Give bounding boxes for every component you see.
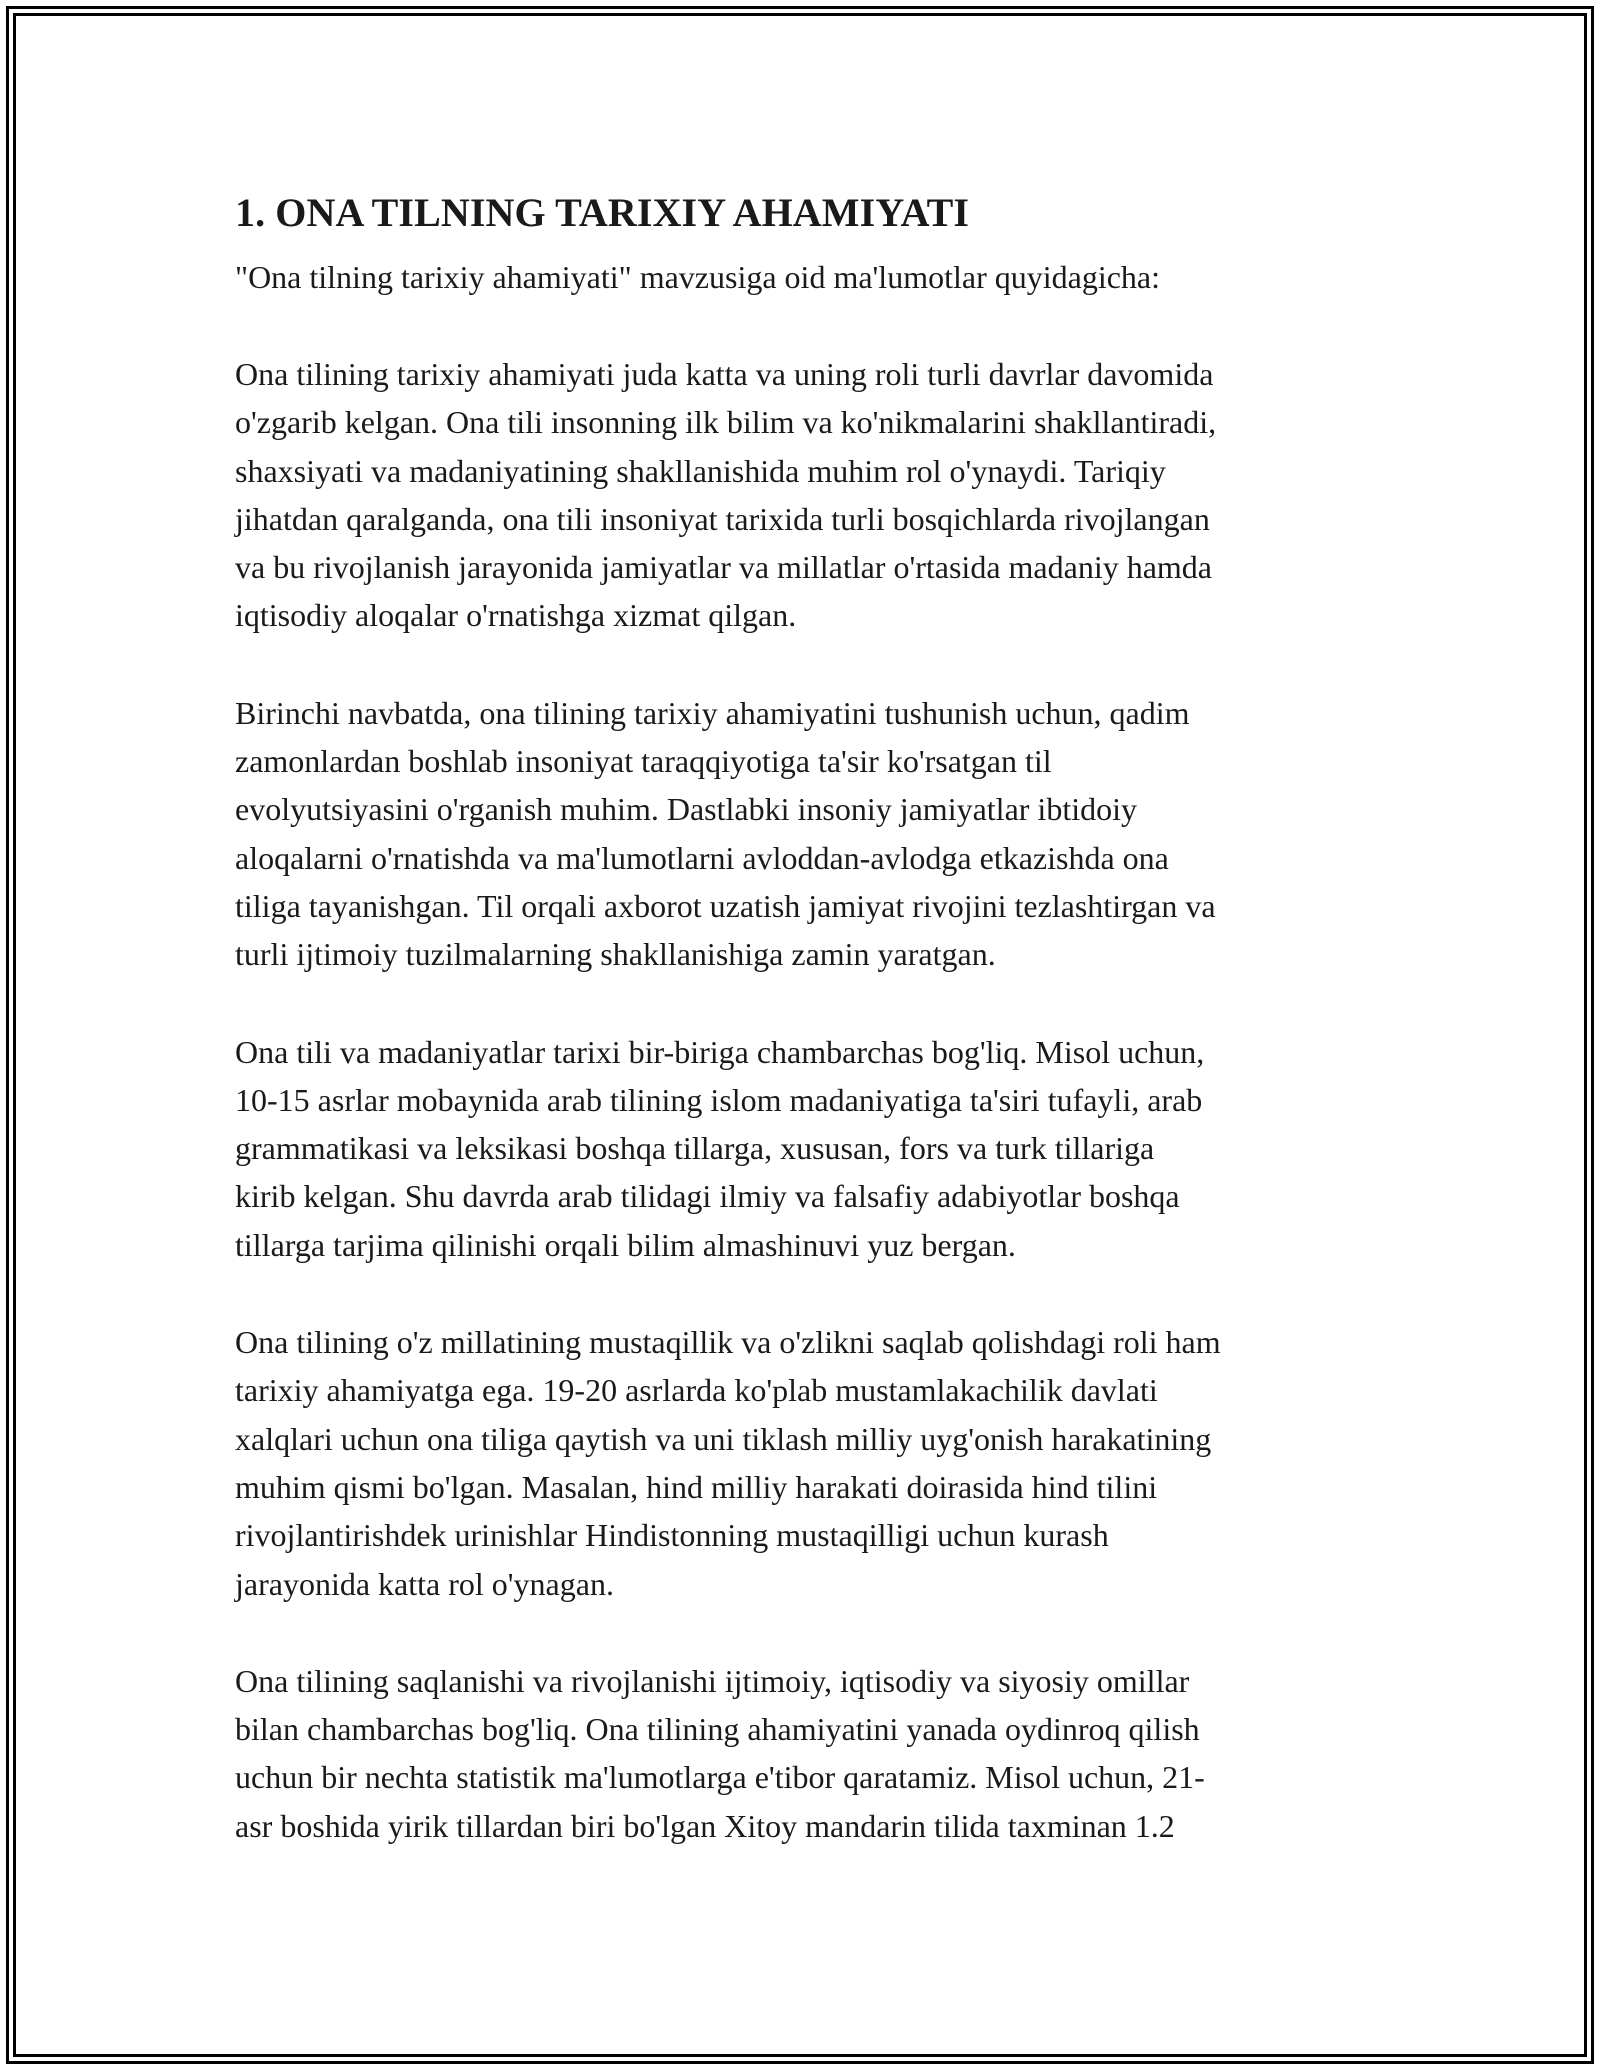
section-heading: 1. ONA TILNING TARIXIY AHAMIYATI bbox=[235, 190, 970, 235]
paragraph-line: Birinchi navbatda, ona tilining tarixiy ahamiyatini tushunish uchun, qadim bbox=[235, 694, 1190, 731]
paragraph-2 bbox=[235, 689, 1370, 979]
paragraph-line: xalqlari uchun ona tiliga qaytish va uni tiklash milliy uyg'onish harakatining bbox=[235, 1420, 1212, 1457]
paragraph-line: muhim qismi bo'lgan. Masalan, hind milliy harakati doirasida hind tilini bbox=[235, 1468, 1158, 1505]
paragraph-5 bbox=[235, 1657, 1370, 1850]
paragraph-line: turli ijtimoiy tuzilmalarning shakllanishiga zamin yaratgan. bbox=[235, 936, 996, 973]
paragraph-line: shaxsiyati va madaniyatining shakllanishida muhim rol o'ynaydi. Tariqiy bbox=[235, 452, 1166, 489]
intro-paragraph: "Ona tilning tarixiy ahamiyati" mavzusiga oid ma'lumotlar quyidagicha: bbox=[235, 259, 1160, 295]
paragraph-3 bbox=[235, 1028, 1370, 1269]
paragraph-line: iqtisodiy aloqalar o'rnatishga xizmat qilgan. bbox=[235, 597, 797, 634]
paragraph-4 bbox=[235, 1318, 1370, 1608]
paragraph-line: grammatikasi va leksikasi boshqa tillarga, xususan, fors va turk tillariga bbox=[235, 1130, 1155, 1167]
paragraph-line: evolyutsiyasini o'rganish muhim. Dastlabki insoniy jamiyatlar ibtidoiy bbox=[235, 791, 1137, 828]
paragraph-line: Ona tili va madaniyatlar tarixi bir-biriga chambarchas bog'liq. Misol uchun, bbox=[235, 1033, 1205, 1070]
paragraph-line: jarayonida katta rol o'ynagan. bbox=[235, 1565, 614, 1602]
document-body bbox=[235, 185, 1370, 1899]
paragraph-line: kirib kelgan. Shu davrda arab tilidagi ilmiy va falsafiy adabiyotlar boshqa bbox=[235, 1178, 1180, 1215]
paragraph-line: uchun bir nechta statistik ma'lumotlarga e'tibor qaratamiz. Misol uchun, 21- bbox=[235, 1759, 1205, 1796]
paragraph-line: Ona tilining tarixiy ahamiyati juda katta va uning roli turli davrlar davomida bbox=[235, 356, 1214, 392]
paragraph-line: aloqalarni o'rnatishda va ma'lumotlarni avloddan-avlodga etkazishda ona bbox=[235, 839, 1169, 876]
paragraph-line: o'zgarib kelgan. Ona tili insonning ilk bilim va ko'nikmalarini shakllantiradi, bbox=[235, 404, 1217, 441]
paragraph-line: asr boshida yirik tillardan biri bo'lgan Xitoy mandarin tilida taxminan 1.2 bbox=[235, 1807, 1175, 1844]
paragraph-line: Ona tilining o'z millatining mustaqillik va o'zlikni saqlab qolishdagi roli ham bbox=[235, 1324, 1221, 1361]
paragraph-line: tiliga tayanishgan. Til orqali axborot uzatish jamiyat rivojini tezlashtirgan va bbox=[235, 887, 1216, 924]
paragraph-1 bbox=[235, 350, 1370, 640]
paragraph-line: zamonlardan boshlab insoniyat taraqqiyotiga ta'sir ko'rsatgan til bbox=[235, 743, 1052, 780]
paragraph-line: bilan chambarchas bog'liq. Ona tilining ahamiyatini yanada oydinroq qilish bbox=[235, 1711, 1200, 1748]
paragraph-line: Ona tilining saqlanishi va rivojlanishi ijtimoiy, iqtisodiy va siyosiy omillar bbox=[235, 1662, 1190, 1699]
paragraph-line: tillarga tarjima qilinishi orqali bilim almashinuvi yuz bergan. bbox=[235, 1226, 1016, 1263]
paragraph-line: jihatdan qaralganda, ona tili insoniyat tarixida turli bosqichlarda rivojlangan bbox=[235, 500, 1210, 537]
paragraph-line: 10-15 asrlar mobaynida arab tilining islom madaniyatiga ta'siri tufayli, arab bbox=[235, 1081, 1203, 1118]
paragraph-line: va bu rivojlanish jarayonida jamiyatlar va millatlar o'rtasida madaniy hamda bbox=[235, 549, 1212, 586]
paragraph-line: tarixiy ahamiyatga ega. 19-20 asrlarda ko'plab mustamlakachilik davlati bbox=[235, 1372, 1158, 1409]
paragraph-line: rivojlantirishdek urinishlar Hindistonning mustaqilligi uchun kurash bbox=[235, 1517, 1109, 1554]
